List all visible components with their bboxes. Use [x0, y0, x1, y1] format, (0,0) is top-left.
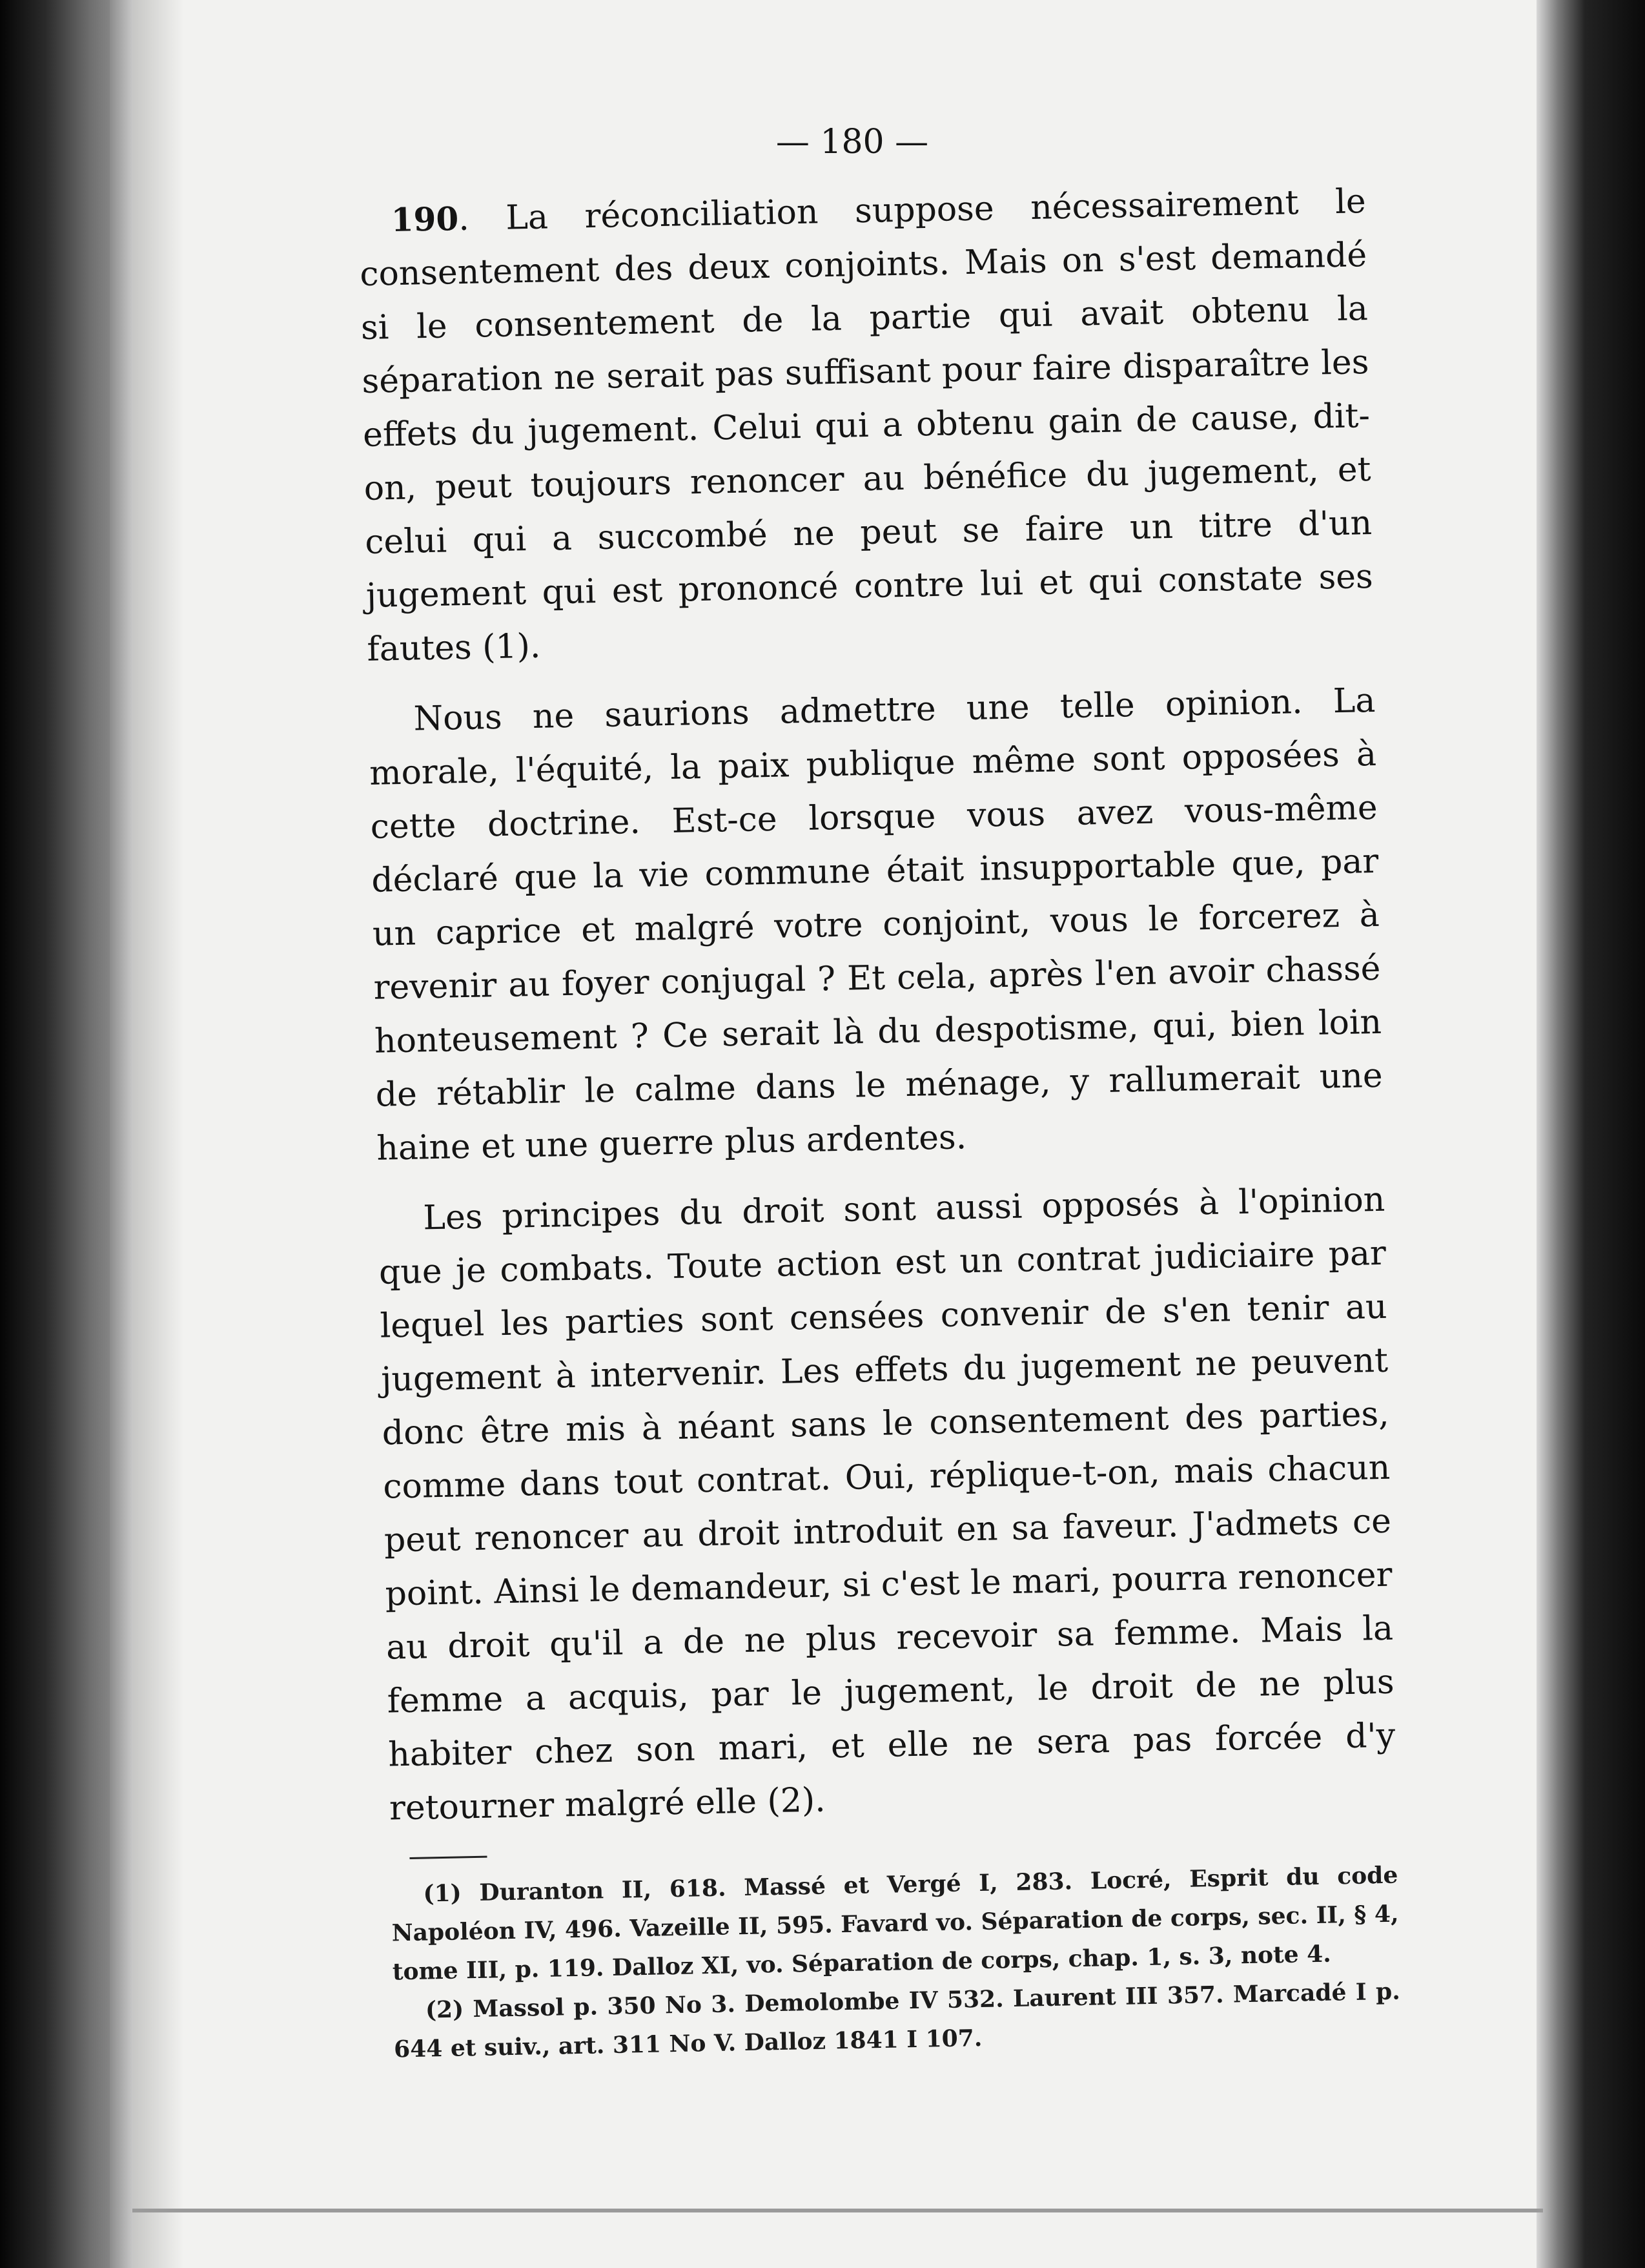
- paragraph-1-text: . La réconciliation suppose nécessairement le consentement des deux conjoints. Mais on s'est demandé si le consentement de la partie qui avait obtenu la séparation ne serait pas suffisant pour faire disparaître les effets du jugement. Celui qui a obtenu gain de cause, dit-on, peut toujours renoncer au bénéfice du jugement, et celui qui a succombé ne peut se faire un titre d'un jugement qui est prononcé contre lui et qui constate ses fautes (1).: [359, 182, 1374, 669]
- binding-edge: [110, 0, 136, 2268]
- footnote-1: (1) Duranton II, 618. Massé et Vergé I, 283. Locré, Esprit du code Napoléon IV, 496. Vazeille II, 595. Favard vo. Séparation de corps, sec. II, § 4, tome III, p. 119. Dalloz XI, vo. Séparation de corps, chap. 1, s. 3, note 4.: [391, 1861, 1399, 1986]
- page-number: — 180 —: [775, 123, 929, 161]
- section-number: 190: [391, 200, 459, 240]
- main-text: [358, 174, 1401, 2068]
- paragraph-3: Les principes du droit sont aussi opposés à l'opinion que je combats. Toute action est un contrat judiciaire par lequel les parties sont censées convenir de s'en tenir au jugement à intervenir. Les effets du jugement ne peuvent donc être mis à néant sans le consentement des parties, comme dans tout contrat. Oui, réplique-t-on, mais chacun peut renoncer au droit introduit en sa faveur. J'admets ce point. Ainsi le demandeur, si c'est le mari, pourra renoncer au droit qu'il a de ne plus recevoir sa femme. Mais la femme a acquis, par le jugement, le droit de ne plus habiter chez son mari, et elle ne sera pas forcée d'y retourner malgré elle (2).: [378, 1180, 1396, 1828]
- footnote-2: (2) Massol p. 350 No 3. Demolombe IV 532. Laurent III 357. Marcadé I p. 644 et suiv., art. 311 No V. Dalloz 1841 I 107.: [393, 1977, 1401, 2063]
- page-gutter-shade: [132, 0, 184, 2268]
- right-page-edge: [1537, 0, 1645, 2268]
- paragraph-2: Nous ne saurions admettre une telle opinion. La morale, l'équité, la paix publique même sont opposées à cette doctrine. Est-ce lorsque vous avez vous-même déclaré que la vie commune était insupportable que, par un caprice et malgré votre conjoint, vous le forcerez à revenir au foyer conjugal ? Et cela, après l'en avoir chassé honteusement ? Ce serait là du despotisme, qui, bien loin de rétablir le calme dans le ménage, y rallumerait une haine et une guerre plus ardentes.: [369, 681, 1384, 1168]
- footnotes: [391, 1856, 1401, 2069]
- page-bottom-edge: [132, 2209, 1543, 2212]
- paragraph-1: [358, 174, 1374, 677]
- footnote-rule: [409, 1856, 487, 1859]
